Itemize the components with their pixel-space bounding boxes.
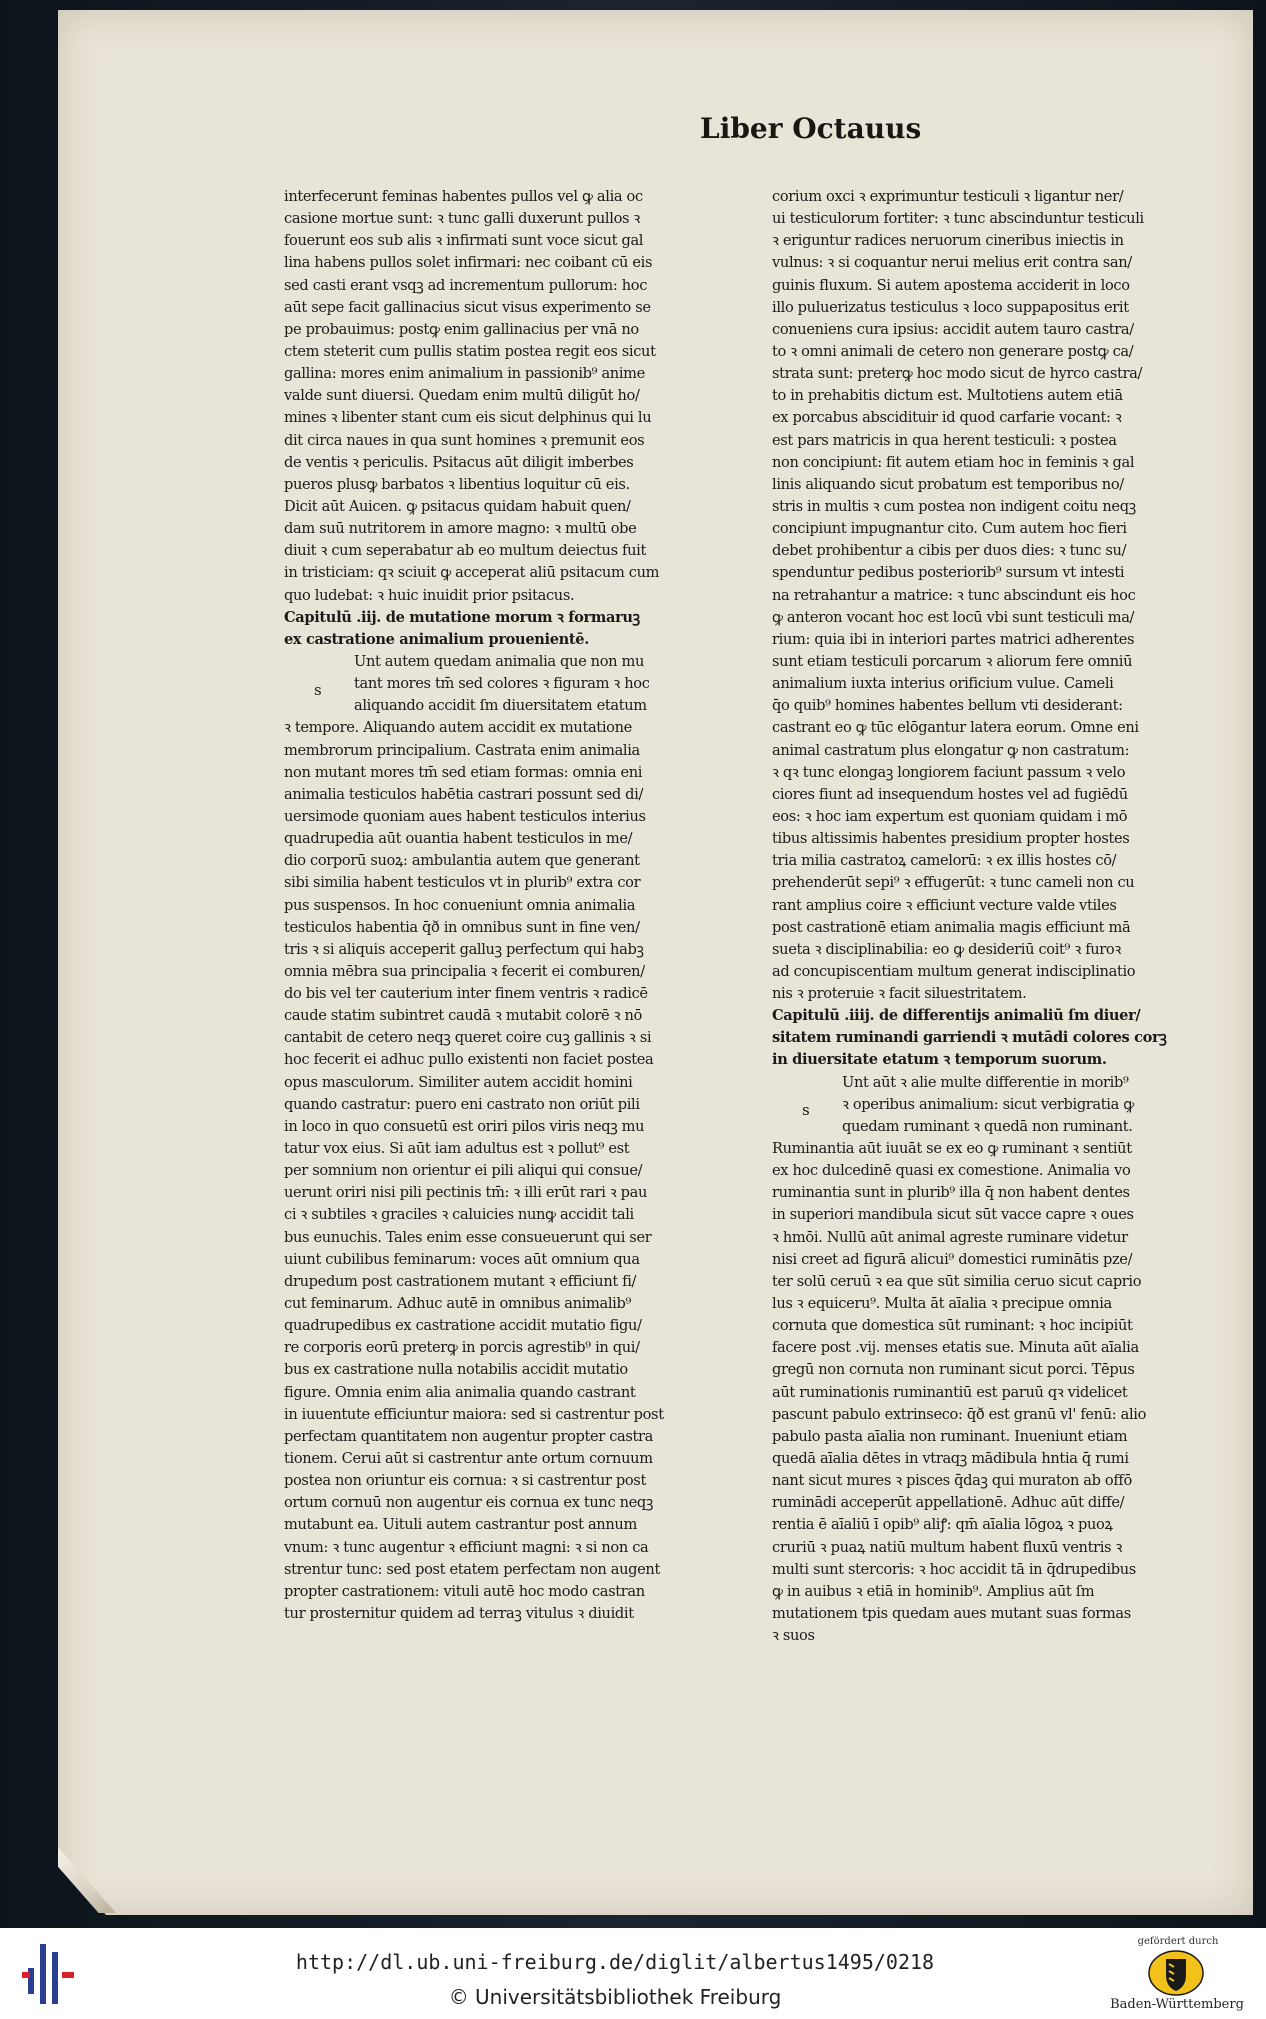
sponsor-label: gefördert durch: [1137, 1936, 1219, 1947]
text-line: lina habens pullos solet infirmari: nec coibant cū eis: [284, 254, 653, 272]
text-line: cornuta que domestica sūt ruminant: ꝛ hoc incipiūt: [772, 1317, 1133, 1335]
text-line: ꝛ qꝛ tunc elongaꝫ longiorem faciunt passum ꝛ velo: [772, 763, 1126, 781]
text-line: caude statim subintret caudā ꝛ mutabit colorē ꝛ nō: [284, 1007, 642, 1025]
text-line: ꝙ anteron vocant hoc est locū vbi sunt testiculi ma/: [772, 608, 1135, 626]
text-line: ctem steterit cum pullis statim postea regit eos sicut: [284, 342, 656, 360]
text-line: post castrationē etiam animalia magis efficiunt mā: [772, 918, 1131, 936]
text-line: multi sunt stercoris: ꝛ hoc accidit tā in q̄drupedibus: [772, 1560, 1136, 1578]
text-line: tibus altissimis habentes presidium propter hostes: [772, 830, 1130, 848]
text-line: conueniens cura ipsius: accidit autem tauro castra/: [772, 320, 1134, 338]
text-line: to ꝛ omni animali de cetero non generare postꝙ ca/: [772, 342, 1134, 360]
text-line: quando castratur: puero eni castrato non oriūt pili: [284, 1095, 640, 1113]
running-head: Liber Octauus: [700, 112, 922, 145]
text-line: est pars matricis in qua herent testiculi: ꝛ postea: [772, 431, 1117, 449]
text-line: ꝛ suos: [772, 1627, 815, 1645]
text-line: mutabunt ea. Uituli autem castrantur post annum: [284, 1516, 637, 1534]
text-line: eos: ꝛ hoc iam expertum est quoniam quidam i mō: [772, 807, 1128, 825]
text-line: fouerunt eos sub alis ꝛ infirmati sunt voce sicut gal: [284, 232, 644, 250]
text-line: nisi creet ad figurā alicui⁹ domestici ruminātis pze/: [772, 1250, 1133, 1268]
text-line: ꝙ in auibus ꝛ etiā in hominib⁹. Amplius aūt ſm: [772, 1582, 1095, 1600]
text-line: in iuuentute efficiuntur maiora: sed si castrentur post: [284, 1405, 664, 1423]
text-line: dam suū nutritorem in amore magno: ꝛ multū obe: [284, 520, 637, 538]
text-line: facere post .vij. menses etatis sue. Minuta aūt aīalia: [772, 1339, 1139, 1357]
text-line: gregū non cornuta non ruminant sicut porci. Tēpus: [772, 1361, 1135, 1379]
text-line: vulnus: ꝛ si coquantur nerui melius erit contra san/: [772, 254, 1132, 272]
copyright-notice: © Universitätsbibliothek Freiburg: [448, 1985, 782, 2009]
text-line: aūt ruminationis ruminantiū est paruū qꝛ videlicet: [772, 1383, 1128, 1401]
text-line: ꝛ tempore. Aliquando autem accidit ex mutatione: [284, 719, 632, 737]
text-line: ui testiculorum fortiter: ꝛ tunc abscinduntur testiculi: [772, 210, 1144, 228]
text-line: non mutant mores tm̄ sed etiam formas: omnia eni: [284, 763, 643, 781]
text-line: lus ꝛ equiceru⁹. Multa āt aīalia ꝛ precipue omnia: [772, 1295, 1112, 1313]
text-line: testiculos habentia q̄ð in omnibus sunt in fine ven/: [284, 918, 640, 936]
text-line: casione mortue sunt: ꝛ tunc galli duxerunt pullos ꝛ: [284, 210, 640, 228]
text-line: cantabit de cetero neqꝫ queret coire cuꝫ gallinis ꝛ si: [284, 1029, 652, 1047]
text-line: sueta ꝛ disciplinabilia: eo ꝙ desideriū coit⁹ ꝛ furoꝛ: [772, 940, 1121, 958]
text-line: illo puluerizatus testiculus ꝛ loco suppapositus erit: [772, 298, 1129, 316]
text-line: nant sicut mures ꝛ pisces q̄daꝫ qui muraton ab offō: [772, 1472, 1132, 1490]
text-line: vnum: ꝛ tunc augentur ꝛ efficiunt magni: ꝛ si non ca: [284, 1538, 649, 1556]
state-emblem-icon: [1148, 1950, 1204, 1996]
text-line: pus suspensos. In hoc conueniunt omnia animalia: [284, 896, 636, 914]
text-line: sitatem ruminandi garriendi ꝛ mutādi colores corꝫ: [772, 1029, 1167, 1047]
text-line: tionem. Cerui aūt si castrentur ante ortum cornuum: [284, 1450, 653, 1468]
text-line: Capitulū .iij. de mutatione morum ꝛ formaruꝫ: [284, 608, 640, 626]
text-line: Unt aūt ꝛ alie multe differentie in morib⁹: [842, 1073, 1129, 1091]
text-line: quadrupedibus ex castratione accidit mutatio figu/: [284, 1317, 642, 1335]
text-line: sunt etiam testiculi porcarum ꝛ aliorum fere omniū: [772, 652, 1133, 670]
left-text-column: [284, 186, 730, 1625]
text-line: debet prohibentur a cibis per duos dies: ꝛ tunc su/: [772, 542, 1127, 560]
text-line: non concipiunt: fit autem etiam hoc in feminis ꝛ gal: [772, 453, 1135, 471]
text-line: cut feminarum. Adhuc autē in omnibus animalib⁹: [284, 1295, 631, 1313]
text-line: ci ꝛ subtiles ꝛ graciles ꝛ caluicies nunꝙ accidit tali: [284, 1206, 634, 1224]
text-line: tatur vox eius. Si aūt iam adultus est ꝛ pollut⁹ est: [284, 1140, 630, 1158]
text-line: dit circa naues in qua sunt homines ꝛ premunit eos: [284, 431, 645, 449]
text-line: nis ꝛ proteruie ꝛ facit siluestritatem.: [772, 985, 1027, 1003]
text-line: animalia testiculos habētia castrari possunt sed di/: [284, 785, 644, 803]
text-line: Unt autem quedam animalia que non mu: [354, 652, 645, 670]
text-line: tur prosternitur quidem ad terraꝫ vitulus ꝛ diuidit: [284, 1605, 634, 1622]
text-line: to in prehabitis dictum est. Multotiens autem etiā: [772, 387, 1123, 405]
text-line: linis aliquando sicut probatum est temporibus no/: [772, 475, 1124, 493]
text-line: strata sunt: preterꝙ hoc modo sicut de hyrco castra/: [772, 365, 1143, 383]
text-line: q̄o quib⁹ homines habentes bellum vti desiderant:: [772, 697, 1123, 715]
text-line: quadrupedia aūt ouantia habent testiculos in me/: [284, 830, 633, 848]
text-line: in tristiciam: qꝛ sciuit ꝙ acceperat aliū psitacum cum: [284, 564, 660, 582]
text-line: castrant eo ꝙ tūc elōgantur latera eorum. Omne eni: [772, 719, 1139, 737]
text-line: ꝛ eriguntur radices neruorum cineribus iniectis in: [772, 232, 1124, 250]
text-line: aliquando accidit ſm diuersitatem etatum: [354, 697, 647, 715]
permalink-url[interactable]: http://dl.ub.uni-freiburg.de/diglit/albertus1495/0218: [295, 1950, 935, 1974]
text-line: ruminantia sunt in plurib⁹ illa q̄ non habent dentes: [772, 1184, 1130, 1202]
text-line: pueros plusꝙ barbatos ꝛ libentius loquitur cū eis.: [284, 475, 630, 493]
text-line: ad concupiscentiam multum generat indisciplinatio: [772, 962, 1136, 980]
text-line: membrorum principalium. Castrata enim animalia: [284, 741, 640, 759]
text-line: aūt sepe facit gallinacius sicut visus experimento se: [284, 298, 651, 316]
right-text-column: [772, 186, 1210, 1647]
text-line: mines ꝛ libenter stant cum eis sicut delphinus qui lu: [284, 409, 652, 427]
text-line: quedam ruminant ꝛ quedā non ruminant.: [842, 1117, 1133, 1135]
text-line: ꝛ operibus animalium: sicut verbigratia ꝙ: [842, 1095, 1134, 1113]
text-line: strentur tunc: sed post etatem perfectam non augent: [284, 1560, 660, 1578]
text-line: corium oxci ꝛ exprimuntur testiculi ꝛ ligantur ner/: [772, 188, 1124, 205]
text-line: do bis vel ter cauterium inter finem ventris ꝛ radicē: [284, 985, 648, 1003]
text-line: pe probauimus: postꝙ enim gallinacius per vnā no: [284, 320, 639, 338]
text-line: quedā aīalia dētes in vtraqꝫ mādibula hntia q̄ rumi: [772, 1450, 1129, 1468]
text-line: quo ludebat: ꝛ huic inuidit prior psitacus.: [284, 586, 575, 604]
text-line: dio corporū suoꝝ: ambulantia autem que generant: [284, 852, 640, 870]
text-line: animal castratum plus elongatur ꝙ non castratum:: [772, 741, 1130, 759]
text-line: sibi similia habent testiculos vt in plurib⁹ extra cor: [284, 874, 641, 892]
initial-guide-letter: s: [314, 681, 322, 699]
text-line: valde sunt diuersi. Quedam enim multū diligūt ho/: [284, 387, 640, 405]
text-line: per somnium non orientur ei pili aliqui qui consue/: [284, 1162, 643, 1180]
text-line: interfecerunt feminas habentes pullos vel ꝙ alia oc: [284, 188, 643, 205]
text-line: tant mores tm̄ sed colores ꝛ figuram ꝛ hoc: [354, 675, 650, 693]
text-line: uerunt oriri nisi pili pectinis tm̄: ꝛ illi erūt rari ꝛ pau: [284, 1184, 648, 1202]
text-line: tris ꝛ si aliquis acceperit galluꝫ perfectum qui habꝫ: [284, 940, 644, 958]
text-line: figure. Omnia enim alia animalia quando castrant: [284, 1383, 636, 1401]
text-line: re corporis eorū preterꝙ in porcis agrestib⁹ in qui/: [284, 1339, 640, 1357]
text-line: in loco in quo consuetū est oriri pilos viris neqꝫ mu: [284, 1117, 645, 1135]
text-line: hoc fecerit ei adhuc pullo existenti non faciet postea: [284, 1051, 654, 1069]
text-line: gallina: mores enim animalium in passionib⁹ anime: [284, 365, 645, 383]
text-line: Capitulū .iiij. de differentijs animaliū ſm diuer/: [772, 1007, 1141, 1025]
text-line: uersimode quoniam aues habent testiculos interius: [284, 807, 646, 825]
text-line: drupedum post castrationem mutant ꝛ efficiunt fi/: [284, 1272, 637, 1290]
library-logo-icon: [22, 1942, 82, 2006]
text-line: Ruminantia aūt iuuāt se ex eo ꝙ ruminant ꝛ sentiūt: [772, 1140, 1132, 1158]
text-line: bus eunuchis. Tales enim esse consueuerunt qui ser: [284, 1228, 652, 1246]
text-line: bus ex castratione nulla notabilis accidit mutatio: [284, 1361, 628, 1379]
text-line: perfectam quantitatem non augentur propter castra: [284, 1427, 654, 1445]
text-line: opus masculorum. Similiter autem accidit homini: [284, 1073, 633, 1091]
text-line: propter castrationem: vituli autē hoc modo castran: [284, 1582, 645, 1600]
text-line: ter solū ceruū ꝛ ea que sūt similia ceruo sicut caprio: [772, 1272, 1142, 1290]
text-line: pabulo pasta aīalia non ruminant. Inueniunt etiam: [772, 1427, 1128, 1445]
text-line: in diuersitate etatum ꝛ temporum suorum.: [772, 1051, 1107, 1069]
text-line: na retrahantur a matrice: ꝛ tunc abscindunt eis hoc: [772, 586, 1136, 604]
text-line: ex hoc dulcedinē quasi ex comestione. Animalia vo: [772, 1162, 1131, 1180]
text-line: rentia ē aīaliū ī opib⁹ aliꝭ: qm̄ aīalia lōgoꝝ ꝛ puoꝝ: [772, 1516, 1113, 1534]
text-line: uiunt cubilibus feminarum: voces aūt omnium qua: [284, 1250, 640, 1268]
text-line: prehenderūt sepi⁹ ꝛ effugerūt: ꝛ tunc cameli non cu: [772, 874, 1135, 892]
text-line: in superiori mandibula sicut sūt vacce capre ꝛ oues: [772, 1206, 1134, 1224]
text-line: animalium iuxta interius orificium vulue. Cameli: [772, 675, 1114, 693]
text-line: Dicit aūt Auicen. ꝙ psitacus quidam habuit quen/: [284, 497, 631, 515]
text-line: de ventis ꝛ periculis. Psitacus aūt diligit imberbes: [284, 453, 634, 471]
text-line: spenduntur pedibus posteriorib⁹ sursum vt intesti: [772, 564, 1125, 582]
text-line: guinis fluxum. Si autem apostema acciderit in loco: [772, 276, 1130, 294]
text-line: ex porcabus abscidituir id quod carfarie vocant: ꝛ: [772, 409, 1122, 427]
text-line: rium: quia ibi in interiori partes matrici adherentes: [772, 630, 1135, 648]
text-line: ciores fiunt ad insequendum hostes vel ad fugiēdū: [772, 785, 1128, 803]
text-line: cruriū ꝛ puaꝝ natiū multum habent fluxū ventris ꝛ: [772, 1538, 1123, 1556]
text-line: pascunt pabulo extrinseco: q̄ð est granū vl' fenū: alio: [772, 1405, 1147, 1423]
initial-guide-letter: s: [802, 1101, 810, 1119]
text-line: diuit ꝛ cum seperabatur ab eo multum deiectus fuit: [284, 542, 646, 560]
text-line: omnia mēbra sua principalia ꝛ fecerit ei comburen/: [284, 962, 645, 980]
text-line: rant amplius coire ꝛ efficiunt vecture valde vtiles: [772, 896, 1117, 914]
text-line: concipiunt impugnantur cito. Cum autem hoc fieri: [772, 520, 1127, 538]
text-line: sed casti erant vsqꝫ ad incrementum pullorum: hoc: [284, 276, 648, 294]
sponsor-name: Baden-Württemberg: [1110, 1997, 1244, 2012]
viewer-footer: [0, 1928, 1266, 2019]
text-line: ruminādi acceperūt appellationē. Adhuc aūt diffe/: [772, 1494, 1125, 1512]
text-line: ex castratione animalium prouenientē.: [284, 630, 589, 648]
text-line: tria milia castratoꝝ camelorū: ꝛ ex illis hostes cō/: [772, 852, 1117, 870]
text-line: ꝛ hmōi. Nullū aūt animal agreste ruminare videtur: [772, 1228, 1128, 1246]
text-line: ortum cornuū non augentur eis cornua ex tunc neqꝫ: [284, 1494, 654, 1512]
text-line: stris in multis ꝛ cum postea non indigent coitu neqꝫ: [772, 497, 1136, 515]
text-line: postea non oriuntur eis cornua: ꝛ si castrentur post: [284, 1472, 646, 1490]
text-line: mutationem tpis quedam aues mutant suas formas: [772, 1605, 1131, 1622]
